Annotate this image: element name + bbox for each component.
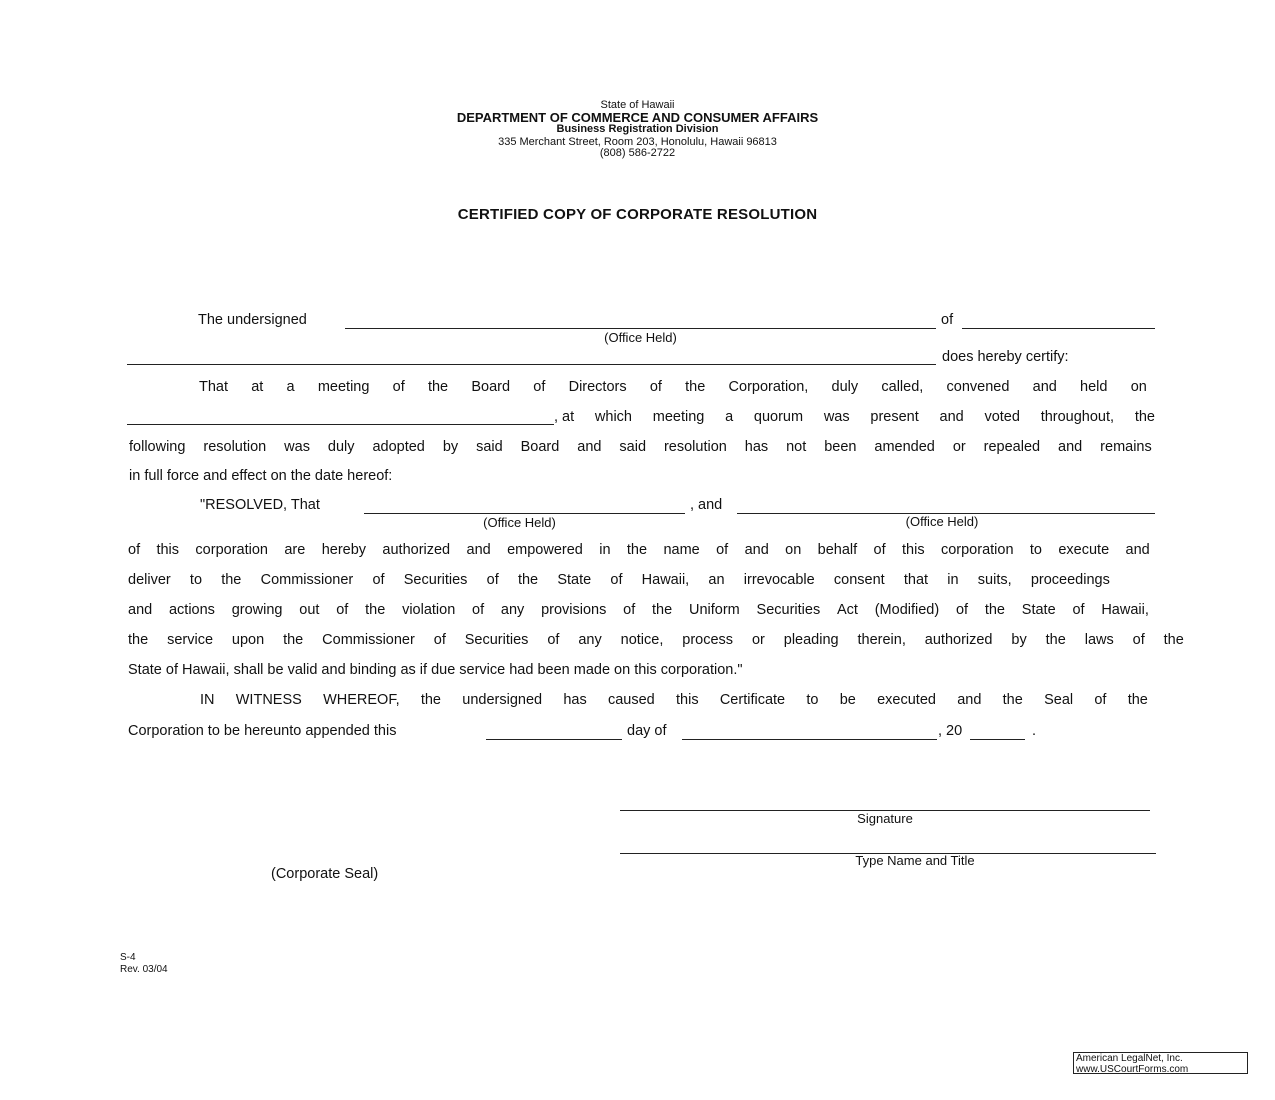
name-title-caption: Type Name and Title bbox=[855, 853, 975, 868]
day-field[interactable] bbox=[486, 739, 622, 740]
word: Commissioner bbox=[322, 632, 415, 648]
resolved-label: "RESOLVED, That bbox=[200, 497, 320, 513]
word: and bbox=[466, 542, 491, 558]
word: in bbox=[599, 542, 611, 558]
word: of bbox=[336, 602, 349, 618]
word: name bbox=[663, 542, 700, 558]
word: of bbox=[547, 632, 560, 648]
address: 335 Merchant Street, Room 203, Honolulu, Hawaii 96813 bbox=[498, 136, 777, 148]
word: the bbox=[1127, 692, 1148, 708]
word: duly bbox=[327, 439, 355, 455]
word: any bbox=[500, 602, 525, 618]
word: duly bbox=[831, 379, 859, 395]
witness-sentence bbox=[200, 692, 1148, 708]
word: Hawaii, bbox=[1101, 602, 1149, 618]
word: and bbox=[128, 602, 153, 618]
word: consent bbox=[833, 572, 885, 588]
adopted-sentence bbox=[129, 439, 1152, 455]
word: State bbox=[1021, 602, 1056, 618]
phone: (808) 586-2722 bbox=[599, 147, 676, 159]
word: behalf bbox=[817, 542, 858, 558]
word: of bbox=[372, 572, 385, 588]
word: or bbox=[751, 632, 765, 648]
word: of bbox=[873, 542, 886, 558]
word: resolution bbox=[203, 439, 267, 455]
word: Securities bbox=[464, 632, 529, 648]
word: irrevocable bbox=[743, 572, 815, 588]
publisher-badge bbox=[1073, 1052, 1248, 1074]
word: Board bbox=[520, 439, 560, 455]
word: not bbox=[786, 439, 807, 455]
word: called, bbox=[881, 379, 924, 395]
word: amended bbox=[874, 439, 935, 455]
word: voted bbox=[984, 409, 1020, 425]
deliver-sentence bbox=[128, 572, 1110, 588]
word: Certificate bbox=[719, 692, 786, 708]
word: the bbox=[1134, 409, 1155, 425]
first-office-field[interactable] bbox=[364, 513, 685, 514]
word: corporation bbox=[195, 542, 268, 558]
word: actions bbox=[168, 602, 215, 618]
word: of bbox=[649, 379, 662, 395]
word: undersigned bbox=[462, 692, 543, 708]
word: remains bbox=[1100, 439, 1152, 455]
word: the bbox=[517, 572, 539, 588]
word: of bbox=[392, 379, 405, 395]
signature-caption: Signature bbox=[857, 811, 913, 826]
word: Securities bbox=[756, 602, 821, 618]
word: which bbox=[594, 409, 632, 425]
word: execute bbox=[1058, 542, 1110, 558]
word: out bbox=[299, 602, 320, 618]
word: and bbox=[1032, 379, 1057, 395]
certify-label: does hereby certify: bbox=[942, 349, 1069, 365]
year-prefix-label: , 20 bbox=[938, 723, 963, 739]
word: of bbox=[533, 379, 546, 395]
word: growing bbox=[231, 602, 283, 618]
word: said bbox=[476, 439, 503, 455]
word: the bbox=[984, 602, 1006, 618]
publisher-website[interactable]: www.USCourtForms.com bbox=[1076, 1063, 1189, 1075]
second-office-caption: (Office Held) bbox=[905, 514, 979, 529]
word: hereby bbox=[321, 542, 367, 558]
word: service bbox=[167, 632, 214, 648]
word: corporation bbox=[940, 542, 1014, 558]
word: Seal bbox=[1044, 692, 1074, 708]
word: a bbox=[286, 379, 295, 395]
word: process bbox=[682, 632, 734, 648]
word: the bbox=[128, 632, 149, 648]
word: a bbox=[725, 409, 734, 425]
valid-sentence: State of Hawaii, shall be valid and binding as if due service had been made on this corporation." bbox=[128, 662, 743, 678]
word: executed bbox=[877, 692, 936, 708]
word: has bbox=[744, 439, 769, 455]
word: suits, bbox=[977, 572, 1012, 588]
word: has bbox=[563, 692, 587, 708]
word: be bbox=[839, 692, 856, 708]
word: Corporation, bbox=[728, 379, 809, 395]
word: following bbox=[129, 439, 186, 455]
word: Commissioner bbox=[260, 572, 354, 588]
word: provisions bbox=[541, 602, 607, 618]
word: of bbox=[716, 542, 729, 558]
publisher-name: American LegalNet, Inc. bbox=[1076, 1053, 1183, 1064]
revision: Rev. 03/04 bbox=[120, 964, 168, 975]
word: are bbox=[284, 542, 306, 558]
word: present bbox=[870, 409, 919, 425]
form-number: S-4 bbox=[120, 952, 136, 963]
undersigned-label: The undersigned bbox=[198, 312, 307, 328]
meeting-sentence bbox=[199, 379, 1147, 395]
and-label: , and bbox=[690, 497, 723, 513]
corporation-office-field[interactable] bbox=[962, 328, 1155, 329]
actions-sentence bbox=[128, 602, 1149, 618]
service-sentence bbox=[128, 632, 1184, 648]
word: State bbox=[557, 572, 592, 588]
word: the bbox=[1045, 632, 1066, 648]
word: Uniform bbox=[688, 602, 740, 618]
word: this bbox=[902, 542, 925, 558]
corporation-name-field[interactable] bbox=[127, 364, 936, 365]
word: of bbox=[955, 602, 969, 618]
word: any bbox=[578, 632, 602, 648]
word: empowered bbox=[507, 542, 583, 558]
division-name: Business Registration Division bbox=[556, 123, 719, 135]
full-force-sentence: in full force and effect on the date hereof: bbox=[129, 468, 393, 484]
meeting-date-field[interactable] bbox=[127, 424, 554, 425]
word: the bbox=[1002, 692, 1023, 708]
word: the bbox=[685, 379, 706, 395]
word: or bbox=[952, 439, 966, 455]
word: therein, bbox=[857, 632, 906, 648]
word: and bbox=[1058, 439, 1083, 455]
word: and bbox=[957, 692, 982, 708]
word: of bbox=[1094, 692, 1107, 708]
word: deliver bbox=[128, 572, 171, 588]
word: quorum bbox=[753, 409, 804, 425]
authorized-sentence bbox=[128, 542, 1150, 558]
word: Securities bbox=[403, 572, 468, 588]
word: the bbox=[626, 542, 648, 558]
word: in bbox=[947, 572, 959, 588]
word: the bbox=[1163, 632, 1184, 648]
word: this bbox=[156, 542, 180, 558]
day-of-label: day of bbox=[627, 723, 667, 739]
word: pleading bbox=[783, 632, 839, 648]
word: the bbox=[427, 379, 449, 395]
word: notice, bbox=[620, 632, 664, 648]
word: throughout, bbox=[1040, 409, 1115, 425]
word: of bbox=[486, 572, 499, 588]
officer-name-field[interactable] bbox=[345, 328, 936, 329]
word: convened bbox=[946, 379, 1010, 395]
word: of bbox=[1132, 632, 1145, 648]
word: Hawaii, bbox=[641, 572, 690, 588]
word: Act bbox=[836, 602, 858, 618]
first-office-caption: (Office Held) bbox=[483, 515, 556, 530]
word: this bbox=[676, 692, 699, 708]
department-name: DEPARTMENT OF COMMERCE AND CONSUMER AFFAIRS bbox=[456, 110, 819, 125]
word: and bbox=[1125, 542, 1150, 558]
word: resolution bbox=[663, 439, 727, 455]
word: IN bbox=[200, 692, 215, 708]
word: by bbox=[1011, 632, 1027, 648]
word: to bbox=[1029, 542, 1042, 558]
word: caused bbox=[607, 692, 655, 708]
word: of bbox=[472, 602, 485, 618]
office-held-caption: (Office Held) bbox=[604, 330, 677, 345]
page-title: CERTIFIED COPY OF CORPORATE RESOLUTION bbox=[457, 206, 818, 223]
word: on bbox=[785, 542, 802, 558]
word: violation bbox=[402, 602, 456, 618]
of-label: of bbox=[941, 312, 954, 328]
state-name: State of Hawaii bbox=[600, 99, 675, 111]
word: authorized bbox=[382, 542, 451, 558]
word: authorized bbox=[924, 632, 993, 648]
word: the bbox=[420, 692, 442, 708]
word: and bbox=[577, 439, 602, 455]
word: Board bbox=[471, 379, 511, 395]
word: and bbox=[744, 542, 769, 558]
word: on bbox=[1130, 379, 1147, 395]
appended-label: Corporation to be hereunto appended this bbox=[128, 723, 397, 739]
word: adopted bbox=[372, 439, 425, 455]
corporate-seal-label: (Corporate Seal) bbox=[271, 866, 379, 882]
word: meeting bbox=[652, 409, 705, 425]
word: of bbox=[610, 572, 623, 588]
word: was bbox=[284, 439, 310, 455]
word: to bbox=[806, 692, 819, 708]
word: held bbox=[1080, 379, 1108, 395]
word: that bbox=[903, 572, 929, 588]
word: the bbox=[365, 602, 386, 618]
word: proceedings bbox=[1030, 572, 1110, 588]
word: , at bbox=[554, 409, 575, 425]
word: (Modified) bbox=[874, 602, 940, 618]
word: WHEREOF, bbox=[323, 692, 400, 708]
quorum-sentence bbox=[554, 409, 1155, 425]
word: laws bbox=[1084, 632, 1114, 648]
word: at bbox=[251, 379, 264, 395]
word: by bbox=[442, 439, 459, 455]
word: to bbox=[189, 572, 203, 588]
month-field[interactable] bbox=[682, 739, 937, 740]
word: upon bbox=[231, 632, 265, 648]
word: and bbox=[939, 409, 964, 425]
word: of bbox=[623, 602, 636, 618]
word: of bbox=[128, 542, 141, 558]
word: WITNESS bbox=[235, 692, 302, 708]
word: That bbox=[199, 379, 229, 395]
word: meeting bbox=[317, 379, 370, 395]
word: the bbox=[221, 572, 242, 588]
period: . bbox=[1032, 723, 1037, 739]
word: said bbox=[619, 439, 647, 455]
word: of bbox=[433, 632, 446, 648]
word: of bbox=[1072, 602, 1085, 618]
word: the bbox=[652, 602, 673, 618]
word: the bbox=[283, 632, 304, 648]
year-field[interactable] bbox=[970, 739, 1025, 740]
word: an bbox=[708, 572, 725, 588]
word: Directors bbox=[568, 379, 627, 395]
word: repealed bbox=[983, 439, 1041, 455]
word: been bbox=[824, 439, 857, 455]
word: was bbox=[823, 409, 850, 425]
